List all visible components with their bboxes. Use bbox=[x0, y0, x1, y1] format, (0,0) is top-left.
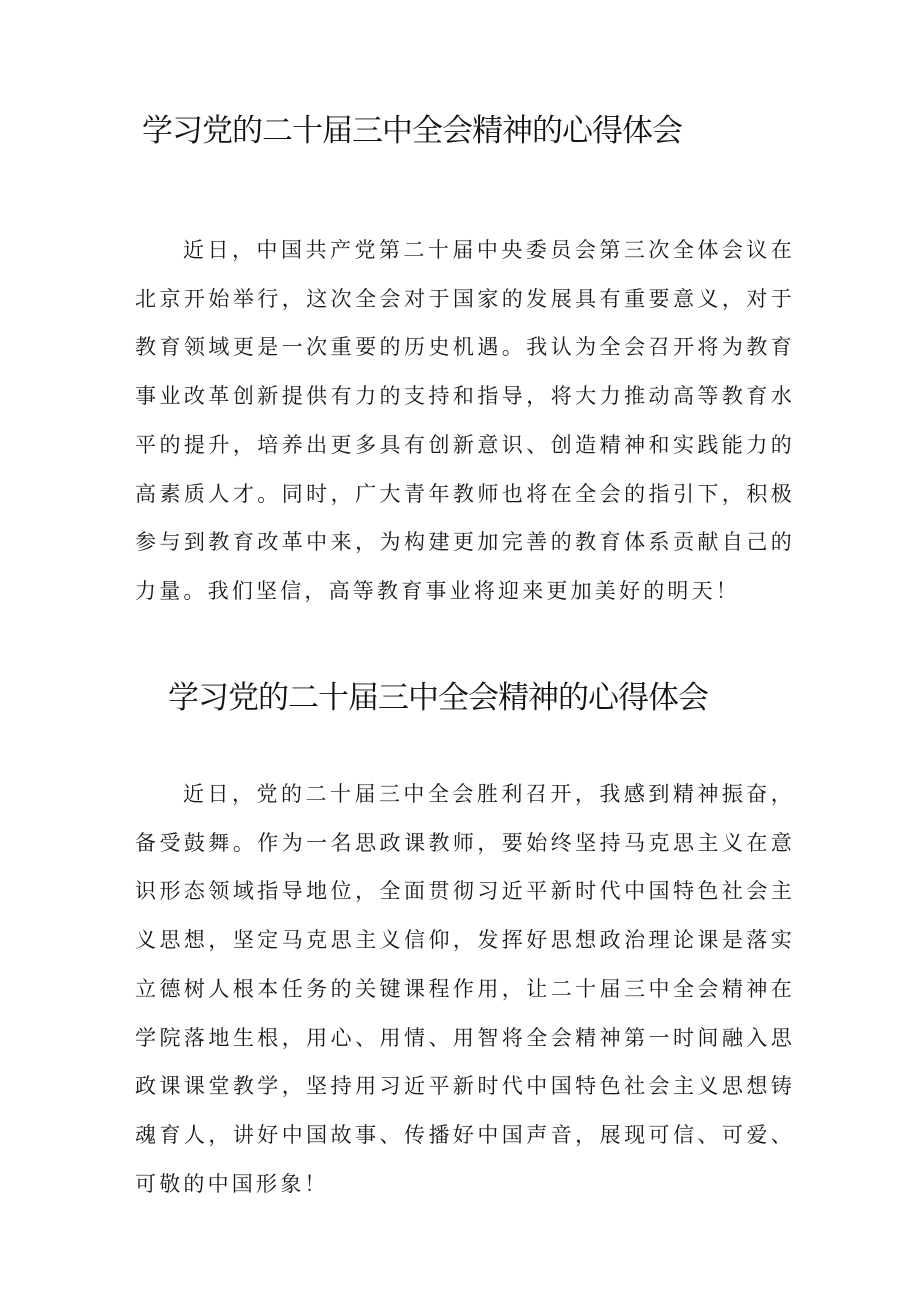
article-title-2: 学习党的二十届三中全会精神的心得体会 bbox=[168, 680, 708, 716]
article-body-1: 近日，中国共产党第二十届中央委员会第三次全体会议在北京开始举行，这次全会对于国家的发展具有重要意义，对于教育领域更是一次重要的历史机遇。我认为全会召开将为教育事业改革创新提供有力的支持和指导，将大力推动高等教育水平的提升，培养出更多具有创新意识、创造精神和实践能力的高素质人才。同时，广大青年教师也将在全会的指引下，积极参与到教育改革中来，为构建更加完善的教育体系贡献自己的力量。我们坚信，高等教育事业将迎来更加美好的明天！ bbox=[135, 238, 795, 603]
article-title-1: 学习党的二十届三中全会精神的心得体会 bbox=[142, 113, 682, 149]
article-body-2: 近日，党的二十届三中全会胜利召开，我感到精神振奋，备受鼓舞。作为一名思政课教师，要始终坚持马克思主义在意识形态领域指导地位，全面贯彻习近平新时代中国特色社会主义思想，坚定马克思主义信仰，发挥好思想政治理论课是落实立德树人根本任务的关键课程作用，让二十届三中全会精神在学院落地生根，用心、用情、用智将全会精神第一时间融入思政课课堂教学，坚持用习近平新时代中国特色社会主义思想铸魂育人，讲好中国故事、传播好中国声音，展现可信、可爱、可敬的中国形象！ bbox=[135, 782, 795, 1196]
